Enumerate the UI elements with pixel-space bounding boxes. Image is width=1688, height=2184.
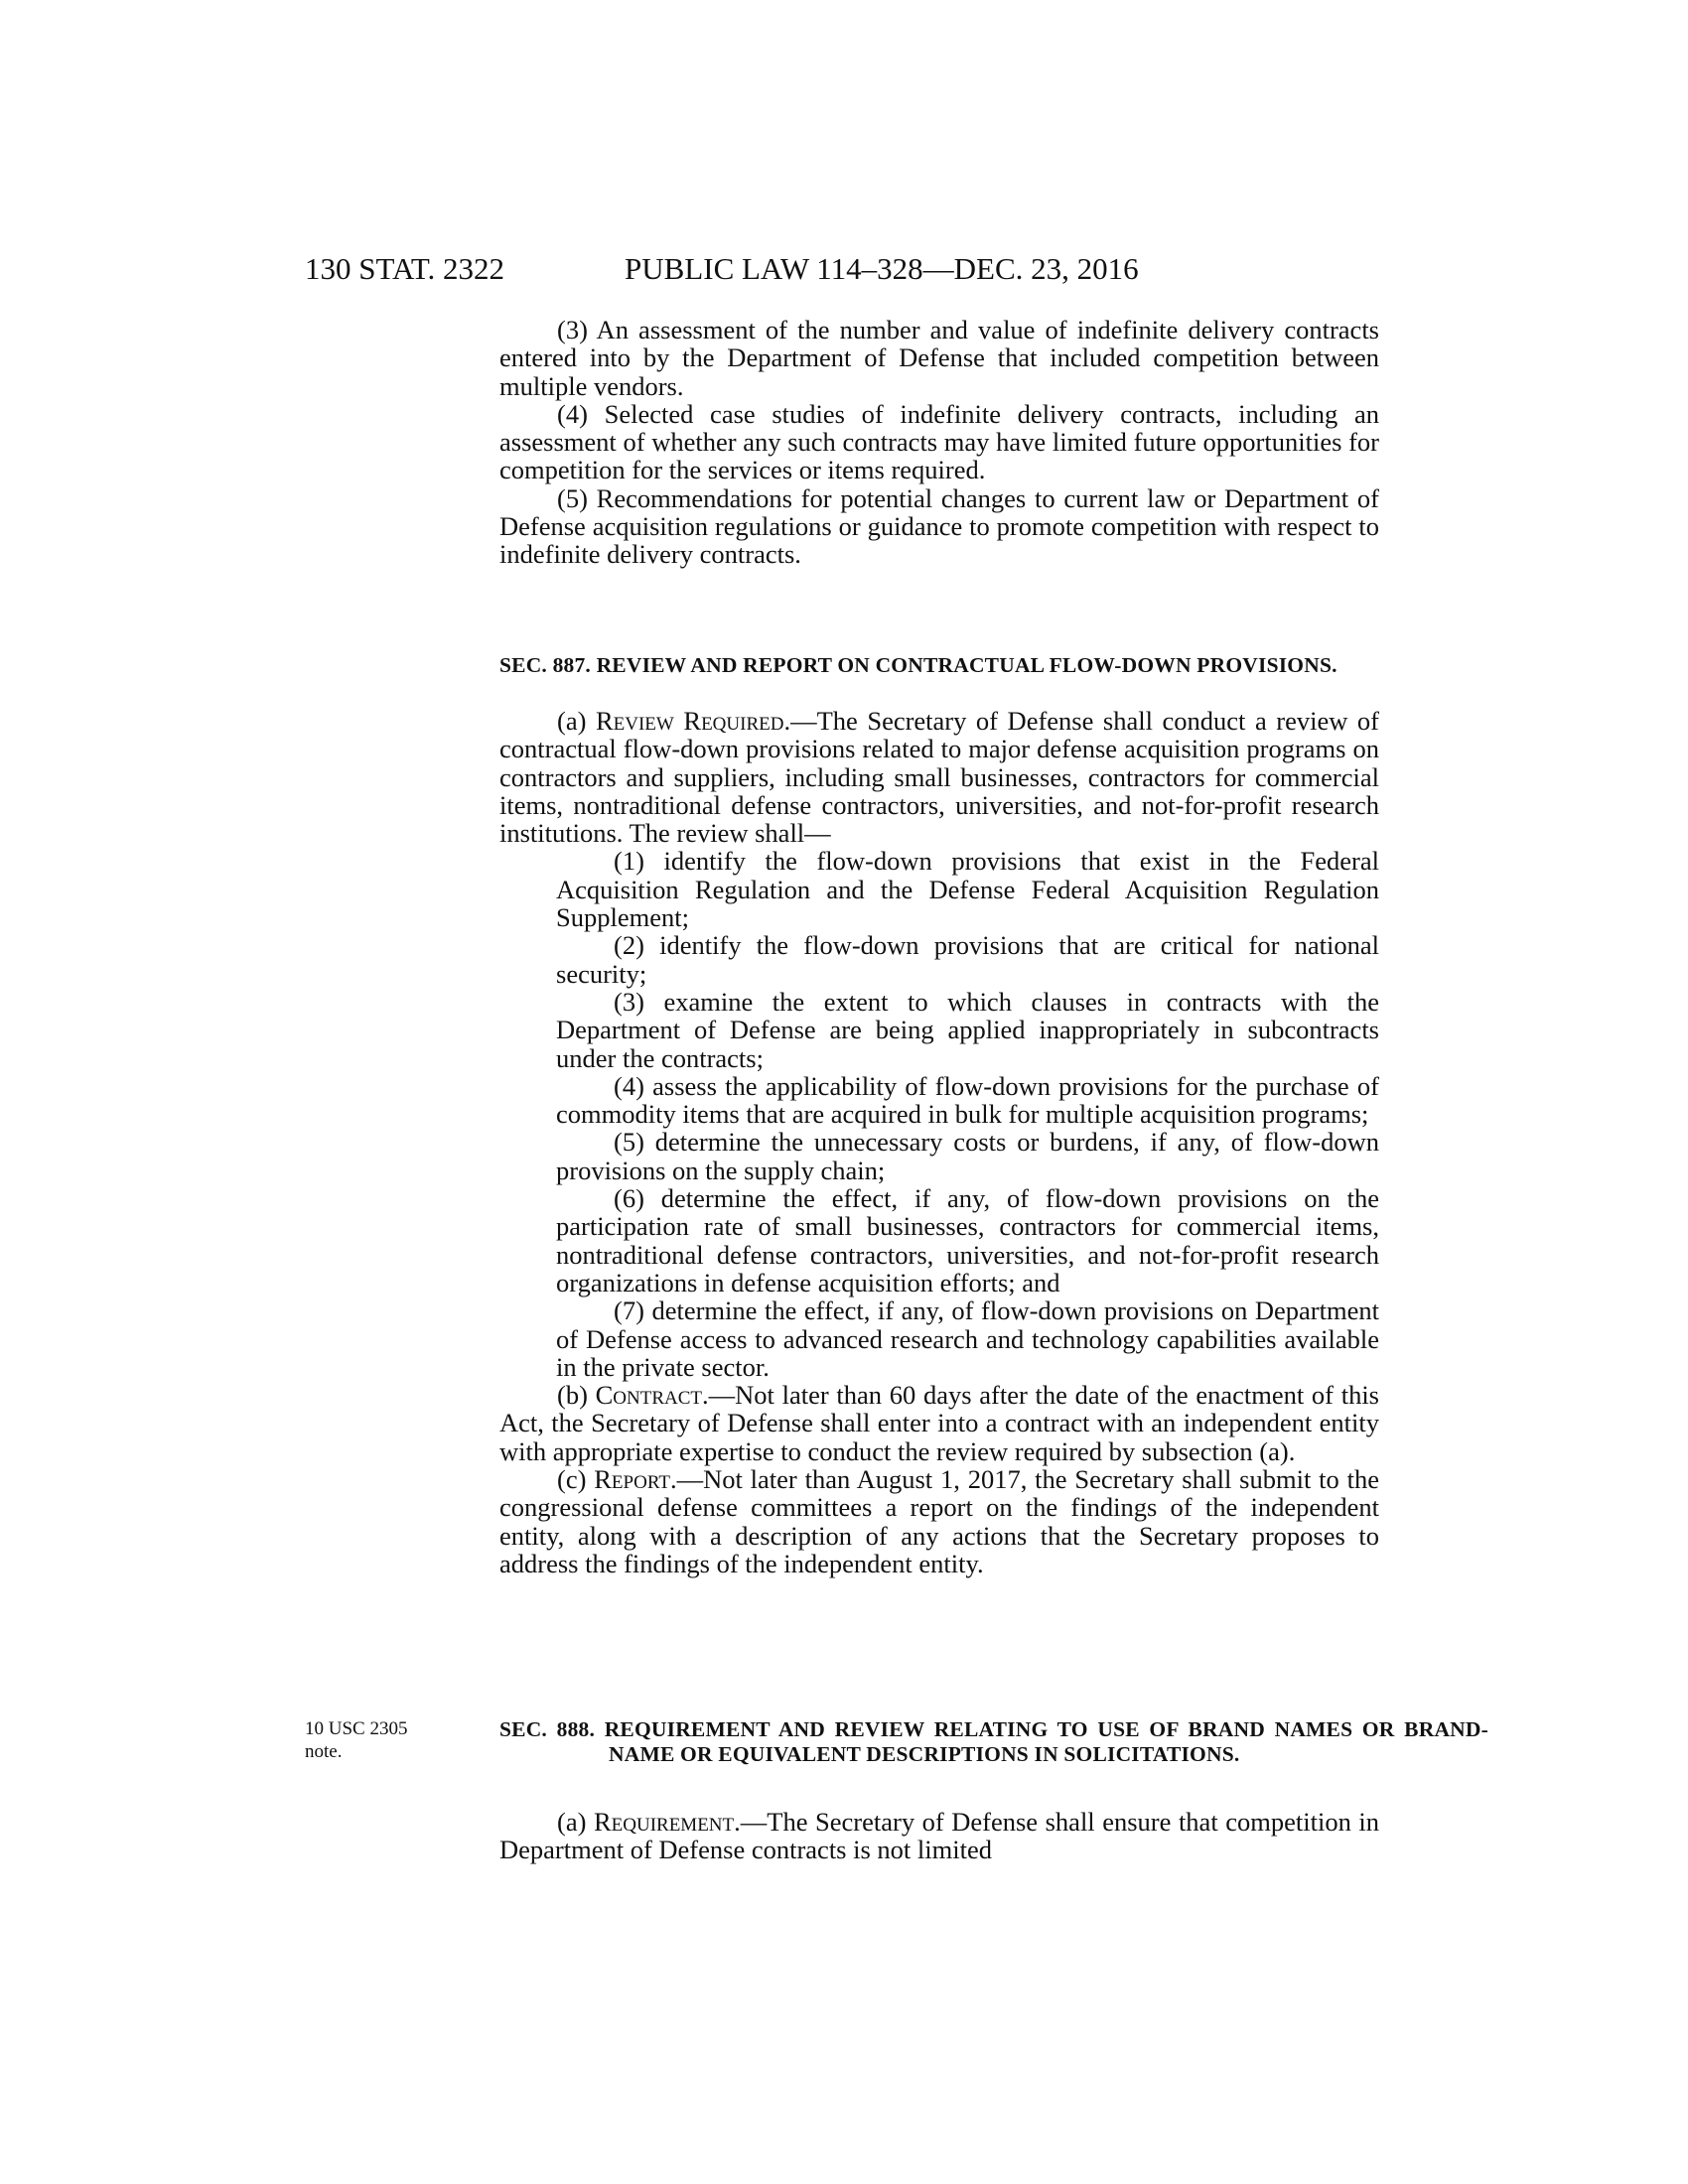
carryover-item-4: (4) Selected case studies of indefinite delivery contracts, including an assessment of whether any such contracts may have limited future opportunities for competition for the services or items required. [499,398,1379,485]
review-item-4: (4) assess the applicability of flow-down provisions for the purchase of commodity items that are acquired in bulk for multiple acquisition programs; [556,1070,1379,1130]
carryover-item-5: (5) Recommendations for potential changes to current law or Department of Defense acquisition regulations or guidance to promote competition with respect to indefinite delivery contracts. [499,482,1379,570]
subsection-label: (a) [557,706,596,736]
public-law-title: PUBLIC LAW 114–328—DEC. 23, 2016 [625,251,1139,286]
subsection-text: .—Not later than August 1, 2017, the Secretary shall submit to the congressional defense committees a report on the findings of the independent entity, along with a description of any actions that the Secretary proposes to address the findings of the independent entity. [499,1464,1379,1578]
review-item-3: (3) examine the extent to which clauses in contracts with the Department of Defense are being applied inappropriately in subcontracts under the contracts; [556,986,1379,1073]
subsection-label: (b) [557,1380,596,1411]
subsection-a-requirement [499,1808,1379,1864]
subsection-text: .—The Secretary of Defense shall conduct a review of contractual flow-down provisions related to major defense acquisition programs on contractors and suppliers, including small businesses, contractors for commercial items, nontraditional defense contractors, universities, and not-for-profit research institutions. The review shall— [499,706,1379,849]
margin-note-usc [305,1717,474,1763]
section-888-heading: SEC. 888. REQUIREMENT AND REVIEW RELATING TO USE OF BRAND NAMES OR BRAND-NAME OR EQUIVALENT DESCRIPTIONS IN SOLICITATIONS. [499,1717,1488,1766]
subsection-a-review-required [499,707,1379,847]
statute-page-citation: 130 STAT. 2322 [305,251,505,286]
review-item-1: (1) identify the flow-down provisions that exist in the Federal Acquisition Regulation and the Defense Federal Acquisition Regulation Supplement; [556,846,1379,933]
review-item-2: (2) identify the flow-down provisions that are critical for national security; [556,930,1379,989]
section-887-heading: SEC. 887. REVIEW AND REPORT ON CONTRACTUAL FLOW-DOWN PROVISIONS. [499,653,1337,677]
subsection-label: (c) [557,1464,595,1495]
margin-note-line-1: 10 USC 2305 [305,1718,408,1739]
subsection-caption: Requirement [593,1807,735,1837]
subsection-c-report [499,1465,1379,1577]
subsection-label: (a) [557,1807,594,1837]
subsection-text: .—The Secretary of Defense shall ensure that competition in Department of Defense contracts is not limited [499,1807,1379,1865]
review-item-7: (7) determine the effect, if any, of flow-down provisions on Department of Defense access to advanced research and technology capabilities available in the private sector. [556,1296,1379,1382]
carryover-item-3: (3) An assessment of the number and value of indefinite delivery contracts entered into by the Department of Defense that included competition between multiple vendors. [499,315,1379,401]
subsection-caption: Contract [595,1380,703,1411]
review-item-5: (5) determine the unnecessary costs or burdens, if any, of flow-down provisions on the supply chain; [556,1127,1379,1185]
subsection-caption: Review Required [595,706,784,736]
margin-note-line-2: note. [305,1741,343,1762]
section-887-body [499,707,1379,1577]
subsection-b-contract [499,1381,1379,1465]
section-888-body [499,1808,1379,1864]
carryover-list [499,316,1379,569]
subsection-text: .—Not later than 60 days after the date of the enactment of this Act, the Secretary of Defense shall enter into a contract with an independent entity with appropriate expertise to conduct the review required by subsection (a). [499,1380,1379,1466]
review-item-6: (6) determine the effect, if any, of flow-down provisions on the participation rate of small businesses, contractors for commercial items, nontraditional defense contractors, universities, and not-for-profit research organizations in defense acquisition efforts; and [556,1183,1379,1297]
subsection-caption: Report [594,1464,670,1495]
